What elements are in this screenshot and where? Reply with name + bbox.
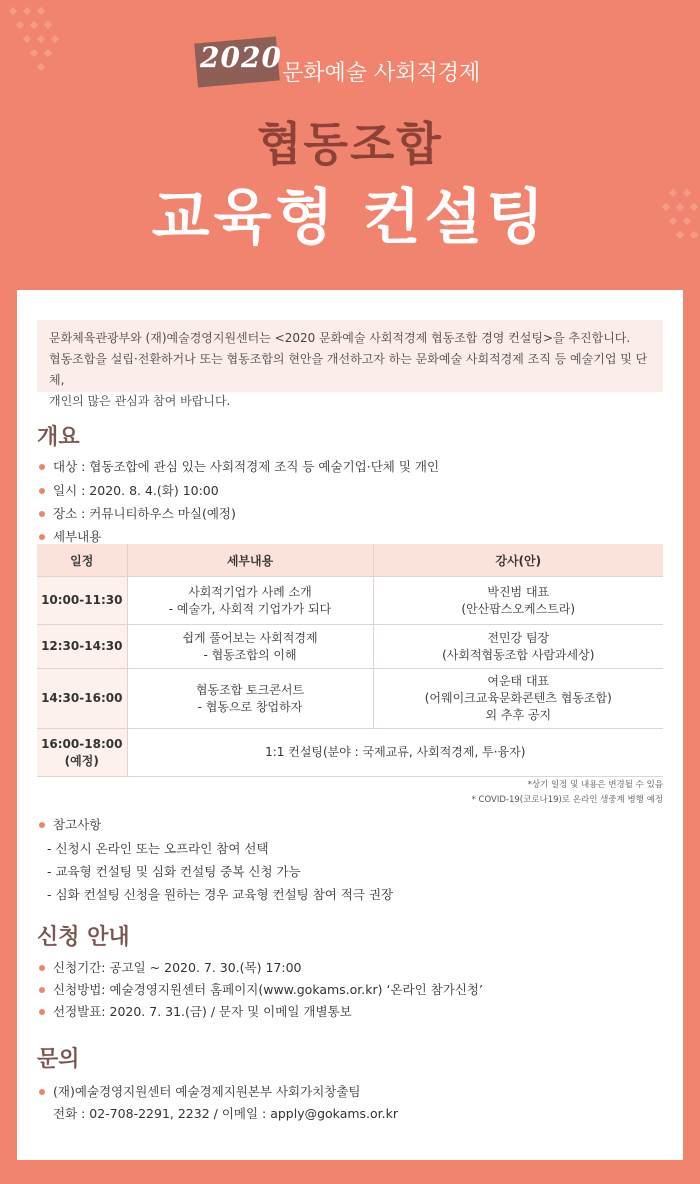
table-row xyxy=(37,577,663,625)
title-line2: 교육형 컨설팅 xyxy=(151,183,549,253)
year-label: 2020 xyxy=(200,41,282,74)
section-title-apply: 신청 안내 xyxy=(37,925,130,950)
table-row xyxy=(37,669,663,729)
section-title-overview: 개요 xyxy=(37,425,80,450)
section-title-contact: 문의 xyxy=(37,1047,80,1072)
cell-speaker: 전민강 팀장 (사회적협동조합 사람과세상) xyxy=(373,625,663,669)
contact-org: (재)예술경영지원센터 예술경제지원본부 사회가치창출팀 xyxy=(39,1082,361,1100)
cell-content: 협동조합 토크콘서트 - 협동으로 창업하자 xyxy=(127,669,373,729)
overview-item: 대상 : 협동조합에 관심 있는 사회적경제 조직 등 예술기업·단체 및 개인 xyxy=(39,457,439,475)
col-header-content: 세부내용 xyxy=(127,544,373,577)
bullet-dot xyxy=(39,822,45,828)
bullet-dot xyxy=(39,534,45,540)
cell-time: 16:00-18:00 (예정) xyxy=(37,729,127,777)
content-card xyxy=(17,290,683,1160)
intro-box xyxy=(37,320,663,408)
bullet-dot xyxy=(39,464,45,470)
reference-item: - 신청시 온라인 또는 오프라인 참여 선택 xyxy=(47,841,269,856)
poster-header xyxy=(0,0,700,290)
reference-heading: 참고사항 xyxy=(39,815,101,833)
cell-content: 쉽게 풀어보는 사회적경제 - 협동조합의 이해 xyxy=(127,625,373,669)
cell-content: 사회적기업가 사례 소개 - 예술가, 사회적 기업가가 되다 xyxy=(127,577,373,625)
apply-item: 신청방법: 예술경영지원센터 홈페이지(www.gokams.or.kr) ‘온라인 참가신청’ xyxy=(39,980,483,998)
contact-phone: 전화 : 02-708-2291, 2232 / 이메일 : apply@gokams.or.kr xyxy=(53,1106,399,1121)
intro-line: 개인의 많은 관심과 참여 바랍니다. xyxy=(49,394,231,408)
table-note: * COVID-19(코로나19)로 온라인 생중계 병행 예정 xyxy=(471,795,663,805)
table-header-row xyxy=(37,544,663,577)
bullet-dot xyxy=(39,488,45,494)
overview-item: 일시 : 2020. 8. 4.(화) 10:00 xyxy=(39,481,219,499)
cell-content: 1:1 컨설팅(분야 : 국제교류, 사회적경제, 투·융자) xyxy=(127,729,663,777)
cell-speaker: 여운태 대표 (어웨이크교육문화콘텐츠 협동조합) 외 추후 공지 xyxy=(373,669,663,729)
overview-item: 세부내용 xyxy=(39,527,101,545)
col-header-speaker: 강사(안) xyxy=(373,544,663,577)
apply-item: 선정발표: 2020. 7. 31.(금) / 문자 및 이메일 개별통보 xyxy=(39,1002,352,1020)
cell-time: 10:00-11:30 xyxy=(37,577,127,625)
bullet-dot xyxy=(39,987,45,993)
col-header-time: 일정 xyxy=(37,544,127,577)
intro-line: 문화체육관광부와 (재)예술경영지원센터는 <2020 문화예술 사회적경제 협동조합 경영 컨설팅>을 추진합니다. xyxy=(49,331,631,345)
bullet-dot xyxy=(39,1089,45,1095)
cell-speaker: 박진범 대표 (안산팝스오케스트라) xyxy=(373,577,663,625)
title-line1: 협동조합 xyxy=(257,117,443,171)
header-subtitle: 문화예술 사회적경제 xyxy=(282,61,481,86)
overview-item: 장소 : 커뮤니티하우스 마실(예정) xyxy=(39,504,236,522)
cell-time: 12:30-14:30 xyxy=(37,625,127,669)
reference-item: - 교육형 컨설팅 및 심화 컨설팅 중복 신청 가능 xyxy=(47,864,301,879)
bullet-dot xyxy=(39,965,45,971)
table-row xyxy=(37,729,663,777)
cell-time: 14:30-16:00 xyxy=(37,669,127,729)
intro-line: 협동조합을 설립·전환하거나 또는 협동조합의 현안을 개선하고자 하는 문화예술 사회적경제 조직 등 예술기업 및 단체, xyxy=(49,352,648,387)
reference-item: - 심화 컨설팅 신청을 원하는 경우 교육형 컨설팅 참여 적극 권장 xyxy=(47,887,394,902)
table-note: *상기 일정 및 내용은 변경될 수 있음 xyxy=(527,780,663,790)
apply-item: 신청기간: 공고일 ~ 2020. 7. 30.(목) 17:00 xyxy=(39,958,302,976)
schedule-table xyxy=(37,544,663,777)
bullet-dot xyxy=(39,511,45,517)
bullet-dot xyxy=(39,1009,45,1015)
table-row xyxy=(37,625,663,669)
